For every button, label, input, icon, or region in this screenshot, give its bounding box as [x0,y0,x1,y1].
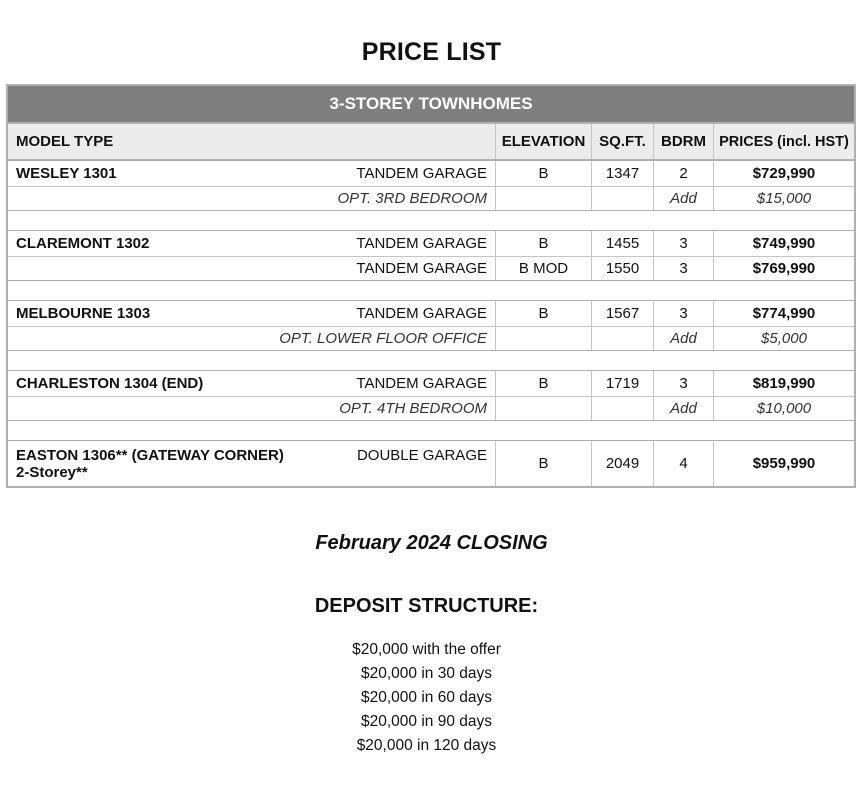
garage-type: TANDEM GARAGE [356,235,487,252]
model-name: EASTON 1306** (GATEWAY CORNER) [16,446,284,464]
model-name: MELBOURNE 1303 [16,305,151,322]
table-row [8,301,854,327]
model-note: 2-Storey** [16,463,88,481]
sqft-cell: 1455 [592,231,654,256]
header-elevation: ELEVATION [496,124,592,159]
price-cell: $769,990 [752,260,816,277]
table-row-option [8,187,854,211]
sqft-cell: 1719 [592,371,654,396]
spacer-row [8,421,854,441]
section-header: 3-STOREY TOWNHOMES [8,86,854,124]
deposit-title: DEPOSIT STRUCTURE: [314,595,539,617]
table-row [8,371,854,397]
bdrm-cell: 3 [654,257,714,280]
table-row [8,161,854,187]
bdrm-cell: 3 [654,371,714,396]
spacer-row [8,211,854,231]
price-cell: $729,990 [752,165,816,182]
price-cell: $819,990 [752,375,816,392]
model-name: CHARLESTON 1304 (END) [16,375,204,392]
bdrm-cell: 2 [654,161,714,186]
deposit-item: $20,000 in 30 days [361,665,492,682]
price-cell: $15,000 [756,190,812,207]
sqft-cell: 1550 [592,257,654,280]
deposit-item: $20,000 in 60 days [361,689,492,706]
table-row-option [8,397,854,421]
spacer-row [8,281,854,301]
table-row [8,257,854,281]
spacer-row [8,351,854,371]
option-label: OPT. 3RD BEDROOM [337,190,487,207]
elevation-cell: B [496,371,592,396]
option-label: OPT. LOWER FLOOR OFFICE [279,330,487,347]
bdrm-cell: 3 [654,301,714,326]
elevation-cell: B [496,441,592,486]
garage-type: DOUBLE GARAGE [356,446,487,464]
bdrm-cell: Add [654,327,714,350]
deposit-item: $20,000 in 90 days [361,713,492,730]
price-cell: $10,000 [756,400,812,417]
bdrm-cell: 3 [654,231,714,256]
deposit-item: $20,000 with the offer [352,641,501,658]
garage-type: TANDEM GARAGE [356,375,487,392]
garage-type: TANDEM GARAGE [356,165,487,182]
header-model: MODEL TYPE [8,124,496,159]
sqft-cell: 1567 [592,301,654,326]
price-table [6,84,856,488]
header-prices: PRICES (incl. HST) [719,133,849,150]
price-cell: $749,990 [752,235,816,252]
model-name: WESLEY 1301 [16,165,117,182]
price-cell: $959,990 [752,455,816,472]
header-sqft: SQ.FT. [592,124,654,159]
deposit-list [0,638,853,758]
table-row [8,441,854,486]
garage-type: TANDEM GARAGE [356,260,487,277]
price-cell: $5,000 [761,330,807,347]
elevation-cell: B [496,161,592,186]
price-cell: $774,990 [752,305,816,322]
model-name: CLAREMONT 1302 [16,235,150,252]
elevation-cell: B [496,231,592,256]
header-bdrm: BDRM [654,124,714,159]
sqft-cell: 1347 [592,161,654,186]
table-row [8,231,854,257]
elevation-cell: B [496,301,592,326]
sqft-cell: 2049 [592,441,654,486]
option-label: OPT. 4TH BEDROOM [339,400,487,417]
bdrm-cell: Add [654,397,714,420]
bdrm-cell: Add [654,187,714,210]
garage-type: TANDEM GARAGE [356,305,487,322]
bdrm-cell: 4 [654,441,714,486]
elevation-cell: B MOD [496,257,592,280]
table-header-row [8,124,854,161]
table-row-option [8,327,854,351]
deposit-item: $20,000 in 120 days [356,737,497,754]
closing-date: February 2024 CLOSING [315,532,548,554]
page-title: PRICE LIST [361,38,502,66]
